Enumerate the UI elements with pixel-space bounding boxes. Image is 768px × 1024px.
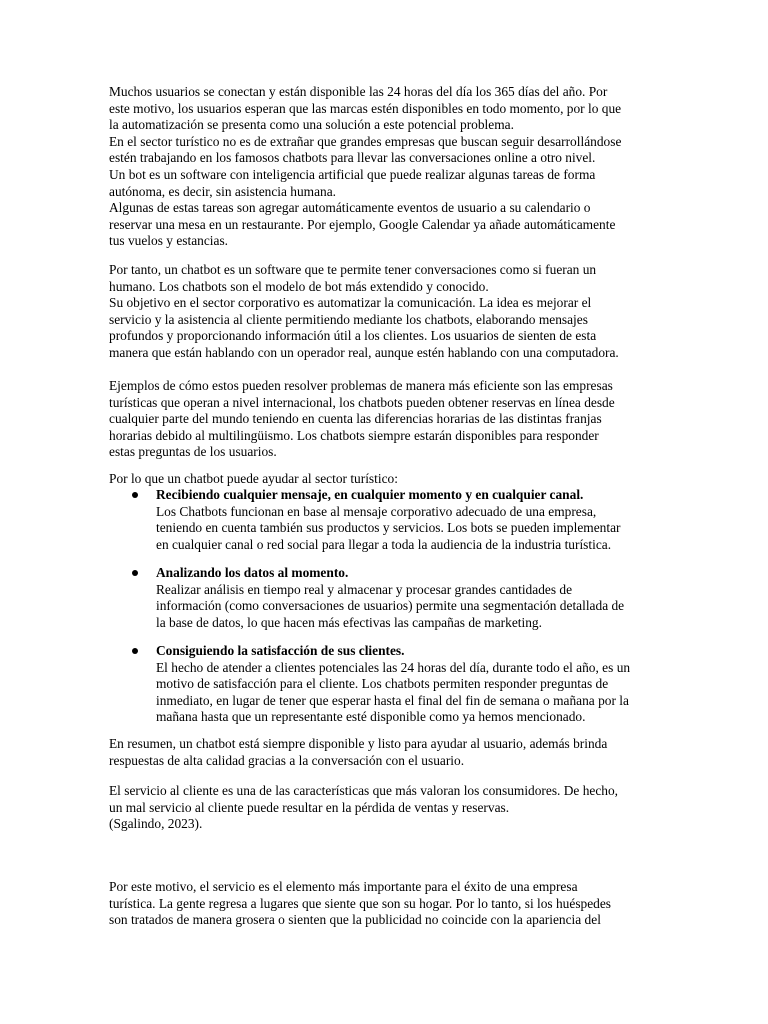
- list-item: [156, 487, 676, 553]
- text-line: estas preguntas de los usuarios.: [109, 444, 277, 460]
- text-line: motivo de satisfacción para el cliente. Los chatbots permiten responder preguntas de: [156, 676, 609, 692]
- text-line: servicio y la asistencia al cliente permitiendo mediante los chatbots, elaborando mensajes: [109, 311, 588, 327]
- text-line: manera que están hablando con un operador real, aunque estén hablando con una computadora.: [109, 344, 619, 360]
- list-item-heading: Analizando los datos al momento.: [156, 565, 349, 580]
- text-line: respuestas de alta calidad gracias a la conversación con el usuario.: [109, 752, 465, 768]
- text-line: El hecho de atender a clientes potenciales las 24 horas del día, durante todo el año, es un: [156, 659, 631, 675]
- text-line: horarias debido al multilingüismo. Los chatbots siempre estarán disponibles para responder: [109, 427, 599, 443]
- text-line: profundos y proporcionando información útil a los clientes. Los usuarios de sienten de esta: [109, 328, 597, 344]
- bullet-marker: [132, 492, 138, 498]
- text-line: en cualquier canal o red social para llegar a toda la audiencia de la industria turística.: [156, 536, 612, 552]
- list-item-heading: Consiguiendo la satisfacción de sus clientes.: [156, 643, 405, 658]
- text-line: El servicio al cliente es una de las características que más valoran los consumidores. De hecho,: [109, 783, 619, 798]
- paragraph-customer-service: [109, 783, 669, 833]
- list-item: [156, 643, 676, 726]
- text-line: turísticas que operan a nivel internacional, los chatbots pueden obtener reservas en línea desde: [109, 394, 615, 410]
- text-line: información (como conversaciones de usuarios) permite una segmentación detallada de: [156, 598, 625, 614]
- paragraph-examples: [109, 378, 669, 461]
- bullet-marker: [132, 570, 138, 576]
- paragraph-summary: [109, 736, 669, 769]
- list-item: [156, 565, 676, 631]
- text-line: turística. La gente regresa a lugares que siente que son su hogar. Por lo tanto, si los huéspedes: [109, 895, 612, 911]
- text-line: inmediato, en lugar de tener que esperar hasta el final del fin de semana o mañana por la: [156, 692, 629, 708]
- citation: (Sgalindo, 2023).: [109, 816, 203, 832]
- text-line: cualquier parte del mundo teniendo en cuenta las diferencias horarias de las distintas franjas: [109, 411, 602, 427]
- text-line: tus vuelos y estancias.: [109, 233, 229, 249]
- text-line: Muchos usuarios se conectan y están disponible las 24 horas del día los 365 días del año. Por: [109, 84, 608, 99]
- text-line: Su objetivo en el sector corporativo es automatizar la comunicación. La idea es mejorar el: [109, 295, 592, 311]
- text-line: humano. Los chatbots son el modelo de bot más extendido y conocido.: [109, 278, 489, 294]
- text-line: Realizar análisis en tiempo real y almacenar y procesar grandes cantidades de: [156, 581, 573, 597]
- text-line: Por este motivo, el servicio es el elemento más importante para el éxito de una empresa: [109, 879, 578, 894]
- text-line: Los Chatbots funcionan en base al mensaje corporativo adecuado de una empresa,: [156, 503, 597, 519]
- text-line: autónoma, es decir, sin asistencia humana.: [109, 183, 337, 199]
- text-line: Por lo que un chatbot puede ayudar al sector turístico:: [109, 471, 398, 486]
- text-line: la automatización se presenta como una solución a este potencial problema.: [109, 117, 514, 133]
- paragraph-chatbot-intro: [109, 84, 669, 250]
- text-line: teniendo en cuenta también sus productos y servicios. Los bots se pueden implementar: [156, 520, 621, 536]
- text-line: Algunas de estas tareas son agregar automáticamente eventos de usuario a su calendario o: [109, 200, 591, 216]
- text-line: la base de datos, lo que hacen más efectivas las campañas de marketing.: [156, 614, 542, 630]
- text-line: estén trabajando en los famosos chatbots para llevar las conversaciones online a otro nivel.: [109, 150, 596, 166]
- bullet-marker: [132, 648, 138, 654]
- text-line: reservar una mesa en un restaurante. Por ejemplo, Google Calendar ya añade automáticamente: [109, 216, 616, 232]
- text-line: En el sector turístico no es de extrañar que grandes empresas que buscan seguir desarrollándose: [109, 133, 622, 149]
- text-line: son tratados de manera grosera o sienten que la publicidad no coincide con la apariencia del: [109, 912, 601, 928]
- text-line: En resumen, un chatbot está siempre disponible y listo para ayudar al usuario, además brinda: [109, 736, 608, 751]
- text-line: un mal servicio al cliente puede resultar en la pérdida de ventas y reservas.: [109, 799, 510, 815]
- text-line: este motivo, los usuarios esperan que las marcas estén disponibles en todo momento, por lo que: [109, 100, 622, 116]
- paragraph-service-importance: [109, 879, 669, 929]
- text-line: Por tanto, un chatbot es un software que te permite tener conversaciones como si fueran un: [109, 262, 597, 277]
- paragraph-chatbot-definition: [109, 262, 669, 362]
- paragraph-list-intro: [109, 471, 669, 488]
- text-line: Ejemplos de cómo estos pueden resolver problemas de manera más eficiente son las empresas: [109, 378, 613, 393]
- text-line: mañana hasta que un representante esté disponible como ya hemos mencionado.: [156, 709, 586, 725]
- text-line: Un bot es un software con inteligencia artificial que puede realizar algunas tareas de forma: [109, 166, 596, 182]
- list-item-heading: Recibiendo cualquier mensaje, en cualquier momento y en cualquier canal.: [156, 487, 584, 502]
